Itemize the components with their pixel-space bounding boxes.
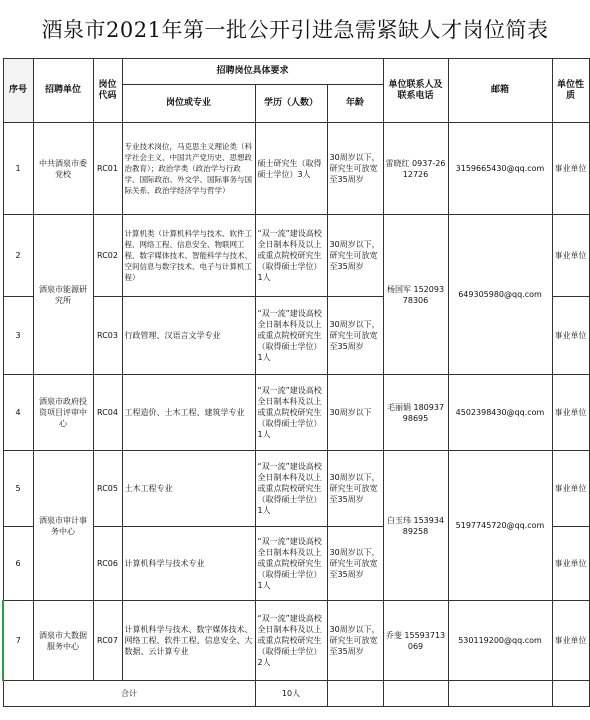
header-requirements: 招聘岗位具体要求 <box>122 59 383 85</box>
cell-unit: 中共酒泉市委党校 <box>33 123 93 215</box>
cell-education: “双一流”建设高校全日制本科及以上或重点院校研究生（取得硕士学位）1人 <box>255 375 327 451</box>
cell-age: 30周岁以下，研究生可放宽至35周岁 <box>327 527 383 601</box>
header-email: 邮箱 <box>448 59 552 123</box>
cell-nature: 事业单位 <box>552 215 589 297</box>
header-code: 岗位代码 <box>93 59 122 123</box>
cell-contact: 毛丽娟 18093798695 <box>383 375 448 451</box>
cell-age: 30周岁以下，研究生可放宽至35周岁 <box>327 451 383 527</box>
header-unit: 招聘单位 <box>33 59 93 123</box>
header-contact: 单位联系人及联系电话 <box>383 59 448 123</box>
cell-major: 计算机类（计算机科学与技术、软件工程、网络工程、信息安全、物联网工程、数字媒体技术、智能科学与技术、空间信息与数字技术、电子与计算机工程） <box>122 215 255 297</box>
cell-seq: 3 <box>3 297 33 375</box>
cell-email: 649305980@qq.com <box>448 215 552 375</box>
cell-seq: 5 <box>3 451 33 527</box>
total-label: 合计 <box>3 681 255 707</box>
empty-cell <box>383 681 448 707</box>
cell-education: 硕士研究生（取得硕士学位）3人 <box>255 123 327 215</box>
cell-education: “双一流”建设高校全日制本科及以上或重点院校研究生（取得硕士学位）1人 <box>255 215 327 297</box>
cell-education: “双一流”建设高校全日制本科及以上或重点院校研究生（取得硕士学位）1人 <box>255 527 327 601</box>
cell-major: 土木工程专业 <box>122 451 255 527</box>
empty-cell <box>448 681 552 707</box>
cell-age: 30周岁以下，研究生可放宽至35周岁 <box>327 297 383 375</box>
cell-major: 行政管理、汉语言文学专业 <box>122 297 255 375</box>
header-nature: 单位性质 <box>552 59 589 123</box>
cell-email: 4502398430@qq.com <box>448 375 552 451</box>
cell-unit: 酒泉市能源研究所 <box>33 215 93 375</box>
cell-email: 3159665430@qq.com <box>448 123 552 215</box>
cell-code: RC03 <box>93 297 122 375</box>
cell-email: 5197745720@qq.com <box>448 451 552 601</box>
table-row <box>3 215 589 297</box>
table-row <box>3 601 589 681</box>
cell-age: 30周岁以下，研究生可放宽至35周岁 <box>327 123 383 215</box>
cell-education: “双一流”建设高校全日制本科及以上或重点院校研究生（取得硕士学位）1人 <box>255 297 327 375</box>
total-value: 10人 <box>255 681 327 707</box>
table-row <box>3 451 589 527</box>
cell-major: 计算机科学与技术、数字媒体技术、网络工程、软件工程、信息安全、大数据、云计算专业 <box>122 601 255 681</box>
cell-unit: 酒泉市政府投资项目评审中心 <box>33 375 93 451</box>
positions-table <box>2 58 590 707</box>
cell-seq: 4 <box>3 375 33 451</box>
header-age: 年龄 <box>327 85 383 123</box>
cell-education: “双一流”建设高校全日制本科及以上或重点院校研究生（取得硕士学位）2人 <box>255 601 327 681</box>
cell-seq: 2 <box>3 215 33 297</box>
cell-code: RC06 <box>93 527 122 601</box>
cell-contact: 杨国军 15209378306 <box>383 215 448 375</box>
header-major: 岗位或专业 <box>122 85 255 123</box>
cell-seq: 7 <box>3 601 33 681</box>
cell-nature: 事业单位 <box>552 375 589 451</box>
cell-age: 30周岁以下，研究生可放宽至35周岁 <box>327 601 383 681</box>
cell-nature: 事业单位 <box>552 601 589 681</box>
cell-contact: 乔斐 15593713069 <box>383 601 448 681</box>
cell-age: 30周岁以下，研究生可放宽至35周岁 <box>327 215 383 297</box>
cell-nature: 事业单位 <box>552 527 589 601</box>
cell-contact: 雷晓红 0937-2612726 <box>383 123 448 215</box>
total-row <box>3 681 589 707</box>
cell-major: 计算机科学与技术专业 <box>122 527 255 601</box>
cell-education: “双一流”建设高校全日制本科及以上或重点院校研究生（取得硕士学位）1人 <box>255 451 327 527</box>
header-education: 学历（人数） <box>255 85 327 123</box>
empty-cell <box>552 681 589 707</box>
page-title: 酒泉市2021年第一批公开引进急需紧缺人才岗位简表 <box>41 18 549 42</box>
cell-nature: 事业单位 <box>552 297 589 375</box>
cell-seq: 6 <box>3 527 33 601</box>
cell-code: RC02 <box>93 215 122 297</box>
cell-major: 专业技术岗位，马克思主义理论类（科学社会主义、中国共产党历史、思想政治教育）；政治学类（政治学与行政学、国际政治、外交学、国际事务与国际关系、政治学经济学与哲学） <box>122 123 255 215</box>
header-seq: 序号 <box>3 59 33 123</box>
cell-code: RC07 <box>93 601 122 681</box>
table-row <box>3 375 589 451</box>
cell-unit: 酒泉市审计事务中心 <box>33 451 93 601</box>
cell-email: 530119200@qq.com <box>448 601 552 681</box>
cell-unit: 酒泉市大数据服务中心 <box>33 601 93 681</box>
table-row <box>3 123 589 215</box>
cell-nature: 事业单位 <box>552 123 589 215</box>
cell-major: 工程造价、土木工程、建筑学专业 <box>122 375 255 451</box>
cell-code: RC01 <box>93 123 122 215</box>
cell-seq: 1 <box>3 123 33 215</box>
empty-cell <box>327 681 383 707</box>
cell-nature: 事业单位 <box>552 451 589 527</box>
cell-code: RC05 <box>93 451 122 527</box>
cell-code: RC04 <box>93 375 122 451</box>
cell-contact: 白玉玮 15393489258 <box>383 451 448 601</box>
cell-age: 30周岁以下 <box>327 375 383 451</box>
